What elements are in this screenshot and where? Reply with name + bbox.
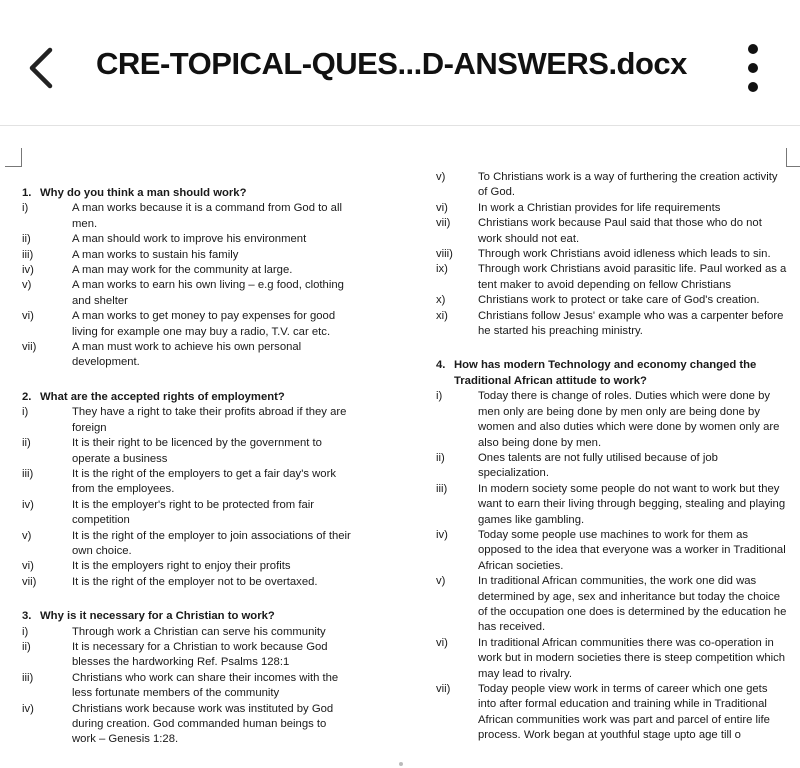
answer-text: Christians work because Paul said that those who do not work should not eat. xyxy=(478,217,762,245)
answer-item xyxy=(436,309,788,340)
answer-number: i) xyxy=(22,202,29,215)
answer-text: In modern society some people do not want to work but they want to earn their living through begging, stealing and playing games like gambling. xyxy=(478,482,786,526)
answer-number: v) xyxy=(436,575,446,588)
question-number: 1. xyxy=(22,187,32,199)
answer-item xyxy=(436,451,788,482)
answer-item xyxy=(436,201,788,216)
question-number: 4. xyxy=(436,359,446,372)
answer-number: vi) xyxy=(22,560,34,573)
answer-text: Through work Christians avoid parasitic life. Paul worked as a tent maker to avoid depending on fellow Christians xyxy=(478,263,787,291)
left-column xyxy=(22,186,352,748)
document-page[interactable] xyxy=(0,126,800,768)
answer-number: vii) xyxy=(436,217,451,230)
answer-item xyxy=(22,467,352,498)
question-text: How has modern Technology and economy changed the Traditional African attitude to work? xyxy=(454,359,757,387)
answer-number: iv) xyxy=(436,528,448,541)
answer-text: It is the employer's right to be protected from fair competition xyxy=(72,498,315,527)
answer-number: vii) xyxy=(22,575,37,588)
answer-text: It is their right to be licenced by the government to operate a business xyxy=(72,437,322,465)
section-spacer xyxy=(22,590,352,600)
answer-number: ii) xyxy=(22,437,31,450)
answer-text: It is the right of the employer not to be overtaxed. xyxy=(72,575,318,588)
answer-number: vi) xyxy=(436,636,448,649)
answer-item xyxy=(22,559,352,574)
answer-text: It is necessary for a Christian to work because God blesses the hardworking Ref. Psalms 128:1 xyxy=(72,640,328,669)
answer-text: It is the right of the employer to join associations of their own choice. xyxy=(72,529,351,557)
question-heading xyxy=(22,390,352,405)
crop-mark-top-left xyxy=(5,148,22,167)
answer-number: x) xyxy=(436,294,446,307)
answer-text: It is the right of the employers to get a fair day's work from the employees. xyxy=(72,467,336,496)
answer-item xyxy=(22,625,352,640)
answer-number: iv) xyxy=(22,702,34,715)
answer-text: A man must work to achieve his own personal development. xyxy=(72,341,302,369)
answer-item xyxy=(22,529,352,560)
question-text: What are the accepted rights of employment? xyxy=(40,390,285,403)
answer-item xyxy=(22,278,352,309)
answer-number: v) xyxy=(22,279,32,292)
answer-item xyxy=(22,498,352,529)
answer-item xyxy=(22,248,352,263)
answer-item xyxy=(22,232,352,247)
answer-text: A man works to earn his own living – e.g food, clothing and shelter xyxy=(72,279,344,307)
answer-item xyxy=(436,389,788,451)
answer-text: Today there is change of roles. Duties which were done by men only are being done by men only are being done by women and also duties which were done by women only are also being done by men. xyxy=(478,390,780,449)
question-text: Why is it necessary for a Christian to work? xyxy=(40,610,275,623)
answer-item xyxy=(22,702,352,748)
answer-text: A man should work to improve his environment xyxy=(72,233,307,246)
answer-item xyxy=(22,340,352,371)
document-title: CRE-TOPICAL-QUES...D-ANSWERS.docx xyxy=(96,46,687,81)
answer-text: Through work a Christian can serve his community xyxy=(72,625,326,638)
question-number: 3. xyxy=(22,610,32,623)
answer-item xyxy=(436,636,788,682)
more-options-button[interactable] xyxy=(740,42,766,94)
answer-item xyxy=(436,262,788,293)
answer-number: iv) xyxy=(22,498,34,511)
question-heading xyxy=(22,186,352,201)
answer-text: A man works to sustain his family xyxy=(72,248,239,261)
answer-number: i) xyxy=(22,625,29,638)
answer-number: iv) xyxy=(22,264,34,277)
answer-number: iii) xyxy=(22,467,34,480)
answer-item xyxy=(436,247,788,262)
chevron-left-icon xyxy=(22,40,66,96)
answer-number: i) xyxy=(22,406,29,419)
answer-number: ii) xyxy=(22,640,31,653)
answer-item xyxy=(22,263,352,278)
section-spacer xyxy=(22,371,352,381)
answer-number: viii) xyxy=(436,248,453,261)
answer-text: Christians who work can share their incomes with the less fortunate members of the community xyxy=(72,671,339,700)
answer-text: It is the employers right to enjoy their profits xyxy=(72,560,291,573)
answer-number: iii) xyxy=(22,248,34,261)
answer-number: v) xyxy=(436,171,446,183)
scroll-indicator xyxy=(399,762,403,766)
answer-text: In traditional African communities, the work one did was determined by age, sex and inheritance but today the choice of the occupation one does is determined by the education he has received. xyxy=(478,575,787,634)
answer-text: Christians follow Jesus' example who was a carpenter before he started his preaching ministry. xyxy=(478,309,784,338)
answer-item xyxy=(436,293,788,308)
answer-number: ii) xyxy=(436,451,445,464)
back-button[interactable] xyxy=(22,40,66,96)
answer-item xyxy=(436,482,788,528)
answer-text: A man may work for the community at large. xyxy=(72,264,293,277)
answer-item xyxy=(436,574,788,636)
answer-number: xi) xyxy=(436,309,448,322)
answer-text: Christians work because work was instituted by God during creation. God commanded human beings to work – Genesis 1:28. xyxy=(72,702,334,746)
right-column xyxy=(436,170,788,744)
answer-number: vii) xyxy=(22,341,37,354)
question-heading xyxy=(436,358,788,389)
answer-text: To Christians work is a way of furthering the creation activity of God. xyxy=(478,171,778,199)
answer-item xyxy=(22,671,352,702)
answer-number: iii) xyxy=(22,671,34,684)
answer-item xyxy=(436,216,788,247)
answer-text: Through work Christians avoid idleness which leads to sin. xyxy=(478,248,771,261)
answer-text: A man works to get money to pay expenses for good living for example one may buy a radio, T.V. car etc. xyxy=(72,310,336,338)
answer-number: vii) xyxy=(436,683,451,695)
answer-number: v) xyxy=(22,529,32,542)
answer-number: iii) xyxy=(436,482,448,495)
answer-number: vi) xyxy=(22,310,34,323)
more-vertical-icon xyxy=(748,44,758,54)
section-spacer xyxy=(436,339,788,349)
answer-text: A man works because it is a command from God to all men. xyxy=(72,202,342,230)
answer-text: They have a right to take their profits abroad if they are foreign xyxy=(72,406,347,434)
question-number: 2. xyxy=(22,390,32,403)
answer-text: Today people view work in terms of career which one gets into after formal education and training while in Traditional African communities work was part and parcel of entire life process. Work began at youthful stage upto age till o xyxy=(478,683,770,742)
answer-text: Today some people use machines to work for them as opposed to the idea that everyone was a worker in Traditional African societies. xyxy=(478,528,786,572)
answer-item xyxy=(436,528,788,574)
question-heading xyxy=(22,609,352,624)
answer-text: In traditional African communities there was co-operation in work but in modern societies there is steep competition which may lead to rivalry. xyxy=(478,636,786,680)
answer-text: Ones talents are not fully utilised because of job specialization. xyxy=(478,451,718,480)
answer-item xyxy=(22,575,352,590)
answer-item xyxy=(22,436,352,467)
answer-text: In work a Christian provides for life requirements xyxy=(478,201,721,214)
answer-number: vi) xyxy=(436,201,448,214)
answer-item xyxy=(22,405,352,436)
answer-item xyxy=(436,682,788,744)
answer-number: i) xyxy=(436,390,443,403)
app-bar xyxy=(0,0,800,126)
answer-item xyxy=(22,309,352,340)
answer-item xyxy=(22,201,352,232)
answer-number: ii) xyxy=(22,233,31,246)
answer-number: ix) xyxy=(436,263,448,276)
answer-text: Christians work to protect or take care of God's creation. xyxy=(478,294,760,307)
crop-mark-top-right xyxy=(786,148,800,167)
answer-item xyxy=(436,170,788,201)
answer-item xyxy=(22,640,352,671)
question-text: Why do you think a man should work? xyxy=(40,187,247,199)
